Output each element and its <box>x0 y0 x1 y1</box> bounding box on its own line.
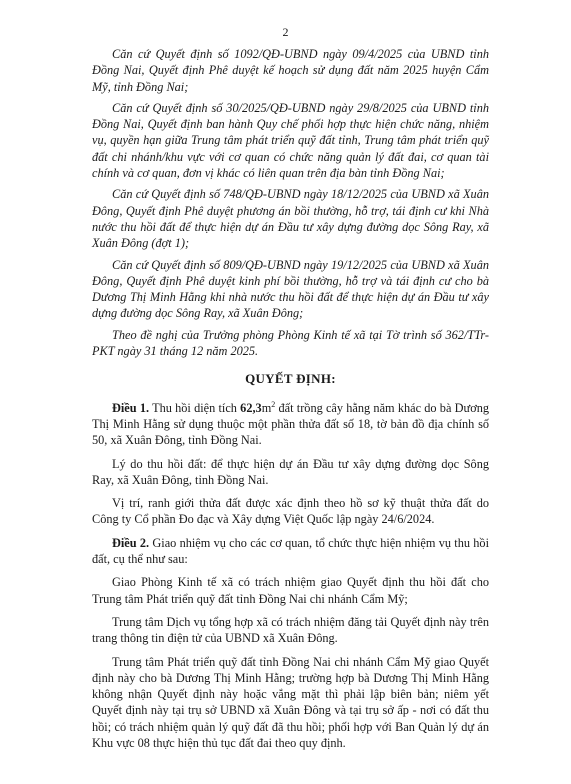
article-1-text-after: đất trồng cây hằng năm khác do bà Dương Thị Minh Hằng sử dụng thuộc một phần thửa đất số 18, tờ bản đồ địa chính số 50, xã Xuân Đông, tỉnh Đồng Nai. <box>92 400 490 448</box>
article-2-intro: Giao nhiệm vụ cho các cơ quan, tổ chức thực hiện nhiệm vụ thu hồi đất, cụ thể như sau: <box>92 535 489 567</box>
article-2-item-3: Trung tâm Phát triển quỹ đất tỉnh Đồng Nai chi nhánh Cẩm Mỹ giao Quyết định này cho bà Dương Thị Minh Hằng; trường hợp bà Dương Thị Minh Hằng không nhận Quyết định này hoặc vắng mặt thì phải lập biên bản; niêm yết Quyết định này tại trụ sở UBND xã Xuân Đông và tại trụ sở ấp - nơi có đất thu hồi; có trách nhiệm quản lý quỹ đất đã thu hồi; phối hợp với Ban Quản lý dự án Khu vực 08 thực hiện thủ tục đất đai theo quy định. <box>92 654 489 750</box>
article-2-label: Điều 2. <box>112 535 150 550</box>
article-1-unit-sup: 2 <box>271 399 276 409</box>
preamble-paragraph-2: Căn cứ Quyết định số 30/2025/QĐ-UBND ngày 29/8/2025 của UBND tỉnh Đồng Nai, Quyết định ban hành Quy chế phối hợp thực hiện chức năng, nhiệm vụ, quyền hạn giữa Trung tâm phát triển quỹ đất tỉnh, Trung tâm phát triển quỹ đất chi nhánh/khu vực với cơ quan có chức năng quản lý đất đai, cơ quan tài chính và cơ quan, đơn vị khác có liên quan trên địa bàn tỉnh Đồng Nai; <box>92 100 489 181</box>
article-2-paragraph <box>92 535 489 568</box>
preamble-paragraph-4: Căn cứ Quyết định số 809/QĐ-UBND ngày 19/12/2025 của UBND xã Xuân Đông, Quyết định Phê duyệt kinh phí bồi thường, hỗ trợ và tái định cư cho bà Dương Thị Minh Hằng khi nhà nước thu hồi đất để thực hiện dự án Đầu tư xây dựng đường dọc Sông Ray, xã Xuân Đông; <box>92 257 489 321</box>
article-1-area: 62,3 <box>240 400 262 415</box>
preamble-paragraph-1: Căn cứ Quyết định số 1092/QĐ-UBND ngày 09/4/2025 của UBND tỉnh Đồng Nai, Quyết định Phê duyệt kế hoạch sử dụng đất năm 2025 huyện Cẩm Mỹ, tỉnh Đồng Nai; <box>92 47 489 94</box>
article-1-label: Điều 1. <box>112 400 150 415</box>
decision-heading: QUYẾT ĐỊNH: <box>245 371 336 387</box>
preamble-paragraph-3: Căn cứ Quyết định số 748/QĐ-UBND ngày 18/12/2025 của UBND xã Xuân Đông, Quyết định Phê duyệt phương án bồi thường, hỗ trợ, tái định cư khi Nhà nước thu hồi đất để thực hiện dự án Đầu tư xây dựng đường dọc Sông Ray, xã Xuân Đông (đợt 1); <box>92 187 489 251</box>
article-1-paragraph <box>92 400 489 449</box>
article-1-text-before: Thu hồi diện tích <box>149 400 241 415</box>
page-number: 2 <box>282 25 289 39</box>
article-1-unit: m <box>261 400 272 415</box>
article-1-reason: Lý do thu hồi đất: để thực hiện dự án Đầu tư xây dựng đường dọc Sông Ray, xã Xuân Đông, tỉnh Đồng Nai. <box>92 456 489 487</box>
article-2-item-2: Trung tâm Dịch vụ tổng hợp xã có trách nhiệm đăng tải Quyết định này trên trang thông tin điện tử của UBND xã Xuân Đông. <box>92 614 489 646</box>
preamble-paragraph-5: Theo đề nghị của Trưởng phòng Phòng Kinh tế xã tại Tờ trình số 362/TTr-PKT ngày 31 tháng 12 năm 2025. <box>92 327 489 359</box>
document-body <box>92 46 489 758</box>
article-1-location: Vị trí, ranh giới thửa đất được xác định theo hồ sơ kỹ thuật thửa đất do Công ty Cổ phần Đo đạc và Xây dựng Việt Quốc lập ngày 24/6/2024. <box>92 496 489 527</box>
article-2-item-1: Giao Phòng Kinh tế xã có trách nhiệm giao Quyết định thu hồi đất cho Trung tâm Phát triển quỹ đất tỉnh Đồng Nai chi nhánh Cẩm Mỹ; <box>92 575 489 606</box>
